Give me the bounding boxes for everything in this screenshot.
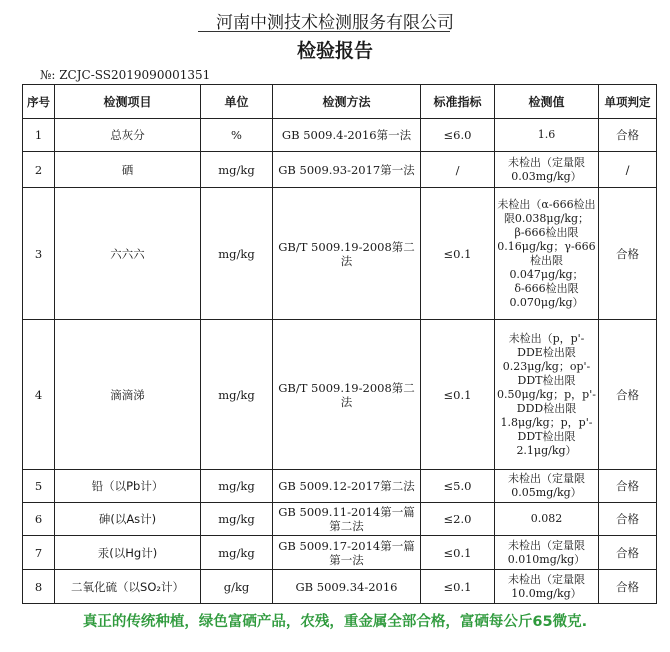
cell-unit: mg/kg [201,470,273,503]
cell-unit: mg/kg [201,320,273,470]
col-header-value: 检测值 [495,85,599,119]
cell-value: 1.6 [495,119,599,152]
cell-unit: mg/kg [201,152,273,188]
cell-no: 6 [23,503,55,536]
cell-item: 二氧化硫（以SO₂计） [55,570,201,604]
cell-no: 5 [23,470,55,503]
cell-item: 滴滴涕 [55,320,201,470]
cell-value: 未检出（定量限0.03mg/kg） [495,152,599,188]
cell-no: 7 [23,536,55,570]
table-row [23,152,657,188]
cell-standard: ≤2.0 [421,503,495,536]
cell-standard: ≤0.1 [421,570,495,604]
cell-no: 4 [23,320,55,470]
table-row [23,570,657,604]
cell-method: GB 5009.11-2014第一篇第二法 [273,503,421,536]
promo-footer-text: 真正的传统种植，绿色富硒产品，农残，重金属全部合格，富硒每公斤65微克. [82,614,588,630]
cell-no: 2 [23,152,55,188]
cell-value: 0.082 [495,503,599,536]
cell-method: GB 5009.34-2016 [273,570,421,604]
cell-item: 砷(以As计) [55,503,201,536]
table-header-row [23,85,657,119]
cell-value: 未检出（定量限0.05mg/kg） [495,470,599,503]
cell-value: 未检出（定量限0.010mg/kg） [495,536,599,570]
cell-judgement: 合格 [599,188,657,320]
table-row [23,503,657,536]
col-header-unit: 单位 [201,85,273,119]
cell-unit: mg/kg [201,503,273,536]
cell-standard: ≤6.0 [421,119,495,152]
cell-unit: mg/kg [201,536,273,570]
cell-judgement: 合格 [599,470,657,503]
cell-method: GB 5009.93-2017第一法 [273,152,421,188]
col-header-method: 检测方法 [273,85,421,119]
cell-item: 总灰分 [55,119,201,152]
cell-value: 未检出（α-666检出限0.038μg/kg；β-666检出限0.16μg/kg；γ-666检出限0.047μg/kg；δ-666检出限0.070μg/kg） [495,188,599,320]
cell-unit: mg/kg [201,188,273,320]
cell-judgement: 合格 [599,320,657,470]
table-row [23,536,657,570]
cell-item: 铅（以Pb计） [55,470,201,503]
company-name: 河南中测技术检测服务有限公司 [216,13,454,33]
report-title: 检验报告 [296,40,373,62]
cell-standard: ≤0.1 [421,320,495,470]
col-header-no: 序号 [23,85,55,119]
cell-method: GB 5009.12-2017第二法 [273,470,421,503]
cell-no: 1 [23,119,55,152]
cell-value: 未检出（p，p'-DDE检出限0.23μg/kg；op'-DDT检出限0.50μg/kg；p，p'-DDD检出限1.8μg/kg；p，p'-DDT检出限2.1μg/kg） [495,320,599,470]
cell-standard: ≤0.1 [421,536,495,570]
cell-method: GB/T 5009.19-2008第二法 [273,320,421,470]
col-header-judgement: 单项判定 [599,85,657,119]
cell-unit: % [201,119,273,152]
cell-judgement: 合格 [599,570,657,604]
table-row [23,188,657,320]
inspection-table [22,84,657,604]
cell-item: 硒 [55,152,201,188]
cell-method: GB 5009.17-2014第一篇第一法 [273,536,421,570]
cell-standard: ≤5.0 [421,470,495,503]
cell-judgement: / [599,152,657,188]
table-row [23,470,657,503]
cell-standard: / [421,152,495,188]
table-row [23,119,657,152]
col-header-item: 检测项目 [55,85,201,119]
col-header-standard: 标准指标 [421,85,495,119]
table-row [23,320,657,470]
cell-item: 六六六 [55,188,201,320]
cell-unit: g/kg [201,570,273,604]
report-number: №: ZCJC-SS2019090001351 [40,68,211,82]
cell-value: 未检出（定量限10.0mg/kg） [495,570,599,604]
cell-judgement: 合格 [599,503,657,536]
cell-item: 汞(以Hg计) [55,536,201,570]
cell-method: GB/T 5009.19-2008第二法 [273,188,421,320]
cell-no: 8 [23,570,55,604]
cell-method: GB 5009.4-2016第一法 [273,119,421,152]
company-underline [198,31,450,32]
cell-judgement: 合格 [599,119,657,152]
cell-standard: ≤0.1 [421,188,495,320]
cell-no: 3 [23,188,55,320]
cell-judgement: 合格 [599,536,657,570]
